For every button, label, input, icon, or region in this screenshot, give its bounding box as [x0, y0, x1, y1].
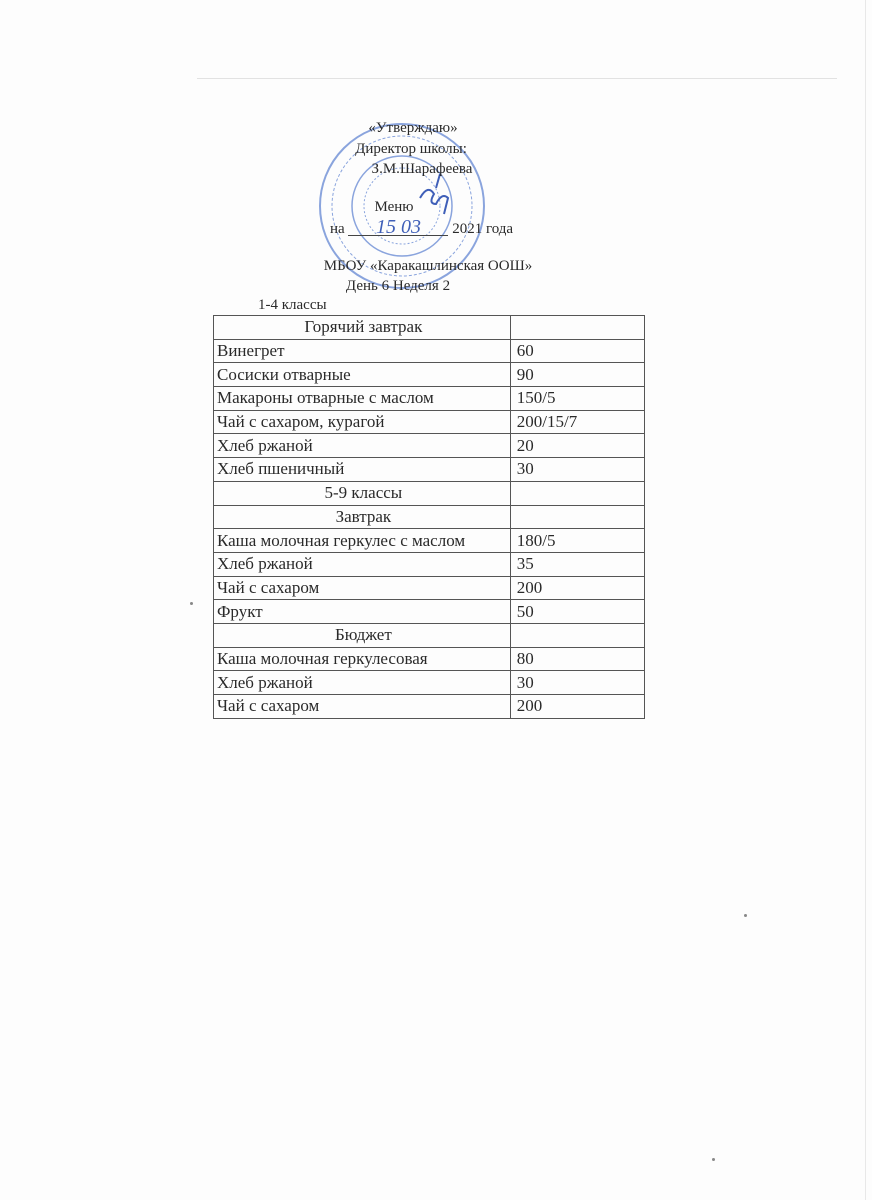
- section-row: [214, 505, 645, 529]
- table-row: [214, 647, 645, 671]
- scan-speck: [744, 914, 747, 917]
- portion-weight: 90: [510, 363, 644, 387]
- table-row: [214, 434, 645, 458]
- section-title: 5-9 классы: [214, 481, 511, 505]
- menu-title: Меню: [374, 199, 414, 215]
- scan-top-line: [197, 78, 837, 79]
- director-name: З.М.Шарафеева: [371, 161, 473, 177]
- date-line: [330, 216, 514, 238]
- director-position: Директор школы:: [355, 141, 467, 157]
- table-row: [214, 695, 645, 719]
- signature: [420, 174, 448, 214]
- approval-label: «Утверждаю»: [368, 120, 458, 136]
- table-row: [214, 529, 645, 553]
- scan-speck: [712, 1158, 715, 1161]
- portion-weight: [510, 316, 644, 340]
- dish-name: Сосиски отварные: [214, 363, 511, 387]
- scan-speck: [190, 602, 193, 605]
- section-title: Горячий завтрак: [214, 316, 511, 340]
- menu-table: [213, 315, 645, 719]
- section-title: Завтрак: [214, 505, 511, 529]
- portion-weight: 80: [510, 647, 644, 671]
- portion-weight: [510, 481, 644, 505]
- scan-edge: [865, 0, 866, 1200]
- portion-weight: 150/5: [510, 387, 644, 411]
- portion-weight: 200: [510, 695, 644, 719]
- portion-weight: [510, 623, 644, 647]
- table-row: [214, 410, 645, 434]
- dish-name: Каша молочная геркулесовая: [214, 647, 511, 671]
- section-row: [214, 316, 645, 340]
- table-row: [214, 552, 645, 576]
- portion-weight: 30: [510, 671, 644, 695]
- dish-name: Фрукт: [214, 600, 511, 624]
- day-week: День 6 Неделя 2: [345, 278, 451, 294]
- table-row: [214, 363, 645, 387]
- date-suffix: 2021 года: [452, 221, 514, 237]
- dish-name: Чай с сахаром, курагой: [214, 410, 511, 434]
- portion-weight: 30: [510, 458, 644, 482]
- portion-weight: 200/15/7: [510, 410, 644, 434]
- section-title: Бюджет: [214, 623, 511, 647]
- portion-weight: 50: [510, 600, 644, 624]
- portion-weight: 200: [510, 576, 644, 600]
- school-name: МБОУ «Каракашлинская ООШ»: [323, 258, 533, 274]
- dish-name: Чай с сахаром: [214, 576, 511, 600]
- table-row: [214, 458, 645, 482]
- dish-name: Винегрет: [214, 339, 511, 363]
- dish-name: Хлеб ржаной: [214, 434, 511, 458]
- portion-weight: 180/5: [510, 529, 644, 553]
- portion-weight: 20: [510, 434, 644, 458]
- table-row: [214, 671, 645, 695]
- date-prefix: на: [330, 221, 345, 237]
- section-row: [214, 623, 645, 647]
- table-row: [214, 387, 645, 411]
- section-row: [214, 481, 645, 505]
- dish-name: Хлеб ржаной: [214, 552, 511, 576]
- dish-name: Каша молочная геркулес с маслом: [214, 529, 511, 553]
- table-row: [214, 339, 645, 363]
- portion-weight: [510, 505, 644, 529]
- portion-weight: 60: [510, 339, 644, 363]
- date-handwritten: 15 03: [348, 219, 448, 236]
- dish-name: Хлеб ржаной: [214, 671, 511, 695]
- grade-group: 1-4 классы: [258, 297, 327, 313]
- table-row: [214, 576, 645, 600]
- table-row: [214, 600, 645, 624]
- dish-name: Макароны отварные с маслом: [214, 387, 511, 411]
- dish-name: Чай с сахаром: [214, 695, 511, 719]
- dish-name: Хлеб пшеничный: [214, 458, 511, 482]
- portion-weight: 35: [510, 552, 644, 576]
